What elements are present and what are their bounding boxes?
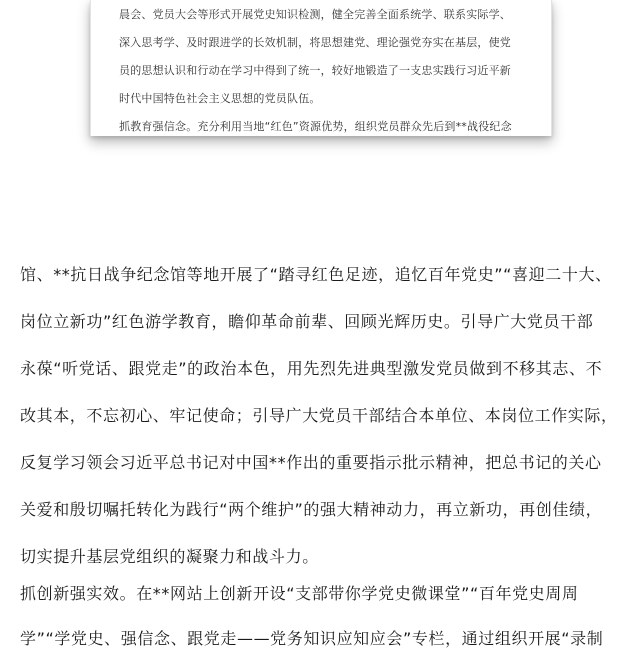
preview-line: 时代中国特色社会主义思想的党员队伍。 (119, 92, 321, 105)
body-line: 抓创新强实效。在**网站上创新开设“支部带你学党史微课堂”“百年党史周周 (20, 584, 579, 603)
body-line: 改其本，不忘初心、牢记使命；引导广大党员干部结合本单位、本岗位工作实际， (20, 406, 618, 425)
body-line: 馆、**抗日战争纪念馆等地开展了“踏寻红色足迹，追忆百年党史”“喜迎二十大、 (20, 265, 612, 284)
preview-line: 深入思考学、及时跟进学的长效机制，将思想建党、理论强党夯实在基层，使党 (119, 36, 511, 49)
preview-line: 抓教育强信念。充分利用当地“红色”资源优势，组织党员群众先后到**战役纪念 (119, 120, 512, 133)
body-line: 学”“学党史、强信念、跟党走——党务知识应知应会”专栏，通过组织开展“录制 (20, 629, 604, 648)
preview-line: 员的思想认识和行动在学习中得到了统一，较好地锻造了一支忠实践行习近平新 (119, 64, 511, 77)
body-line: 永葆“听党话、跟党走”的政治本色，用先烈先进典型激发党员做到不移其志、不 (20, 359, 603, 378)
preview-line: 晨会、党员大会等形式开展党史知识检测，健全完善全面系统学、联系实际学、 (119, 8, 511, 21)
body-line: 切实提升基层党组织的凝聚力和战斗力。 (20, 547, 319, 566)
body-line: 关爱和殷切嘱托转化为践行“两个维护”的强大精神动力，再立新功，再创佳绩， (20, 500, 603, 519)
document-preview-card (90, 0, 552, 136)
body-line: 反复学习领会习近平总书记对中国**作出的重要指示批示精神，把总书记的关心 (20, 453, 602, 472)
body-line: 岗位立新功”红色游学教育，瞻仰革命前辈、回顾光辉历史。引导广大党员干部 (20, 312, 594, 331)
